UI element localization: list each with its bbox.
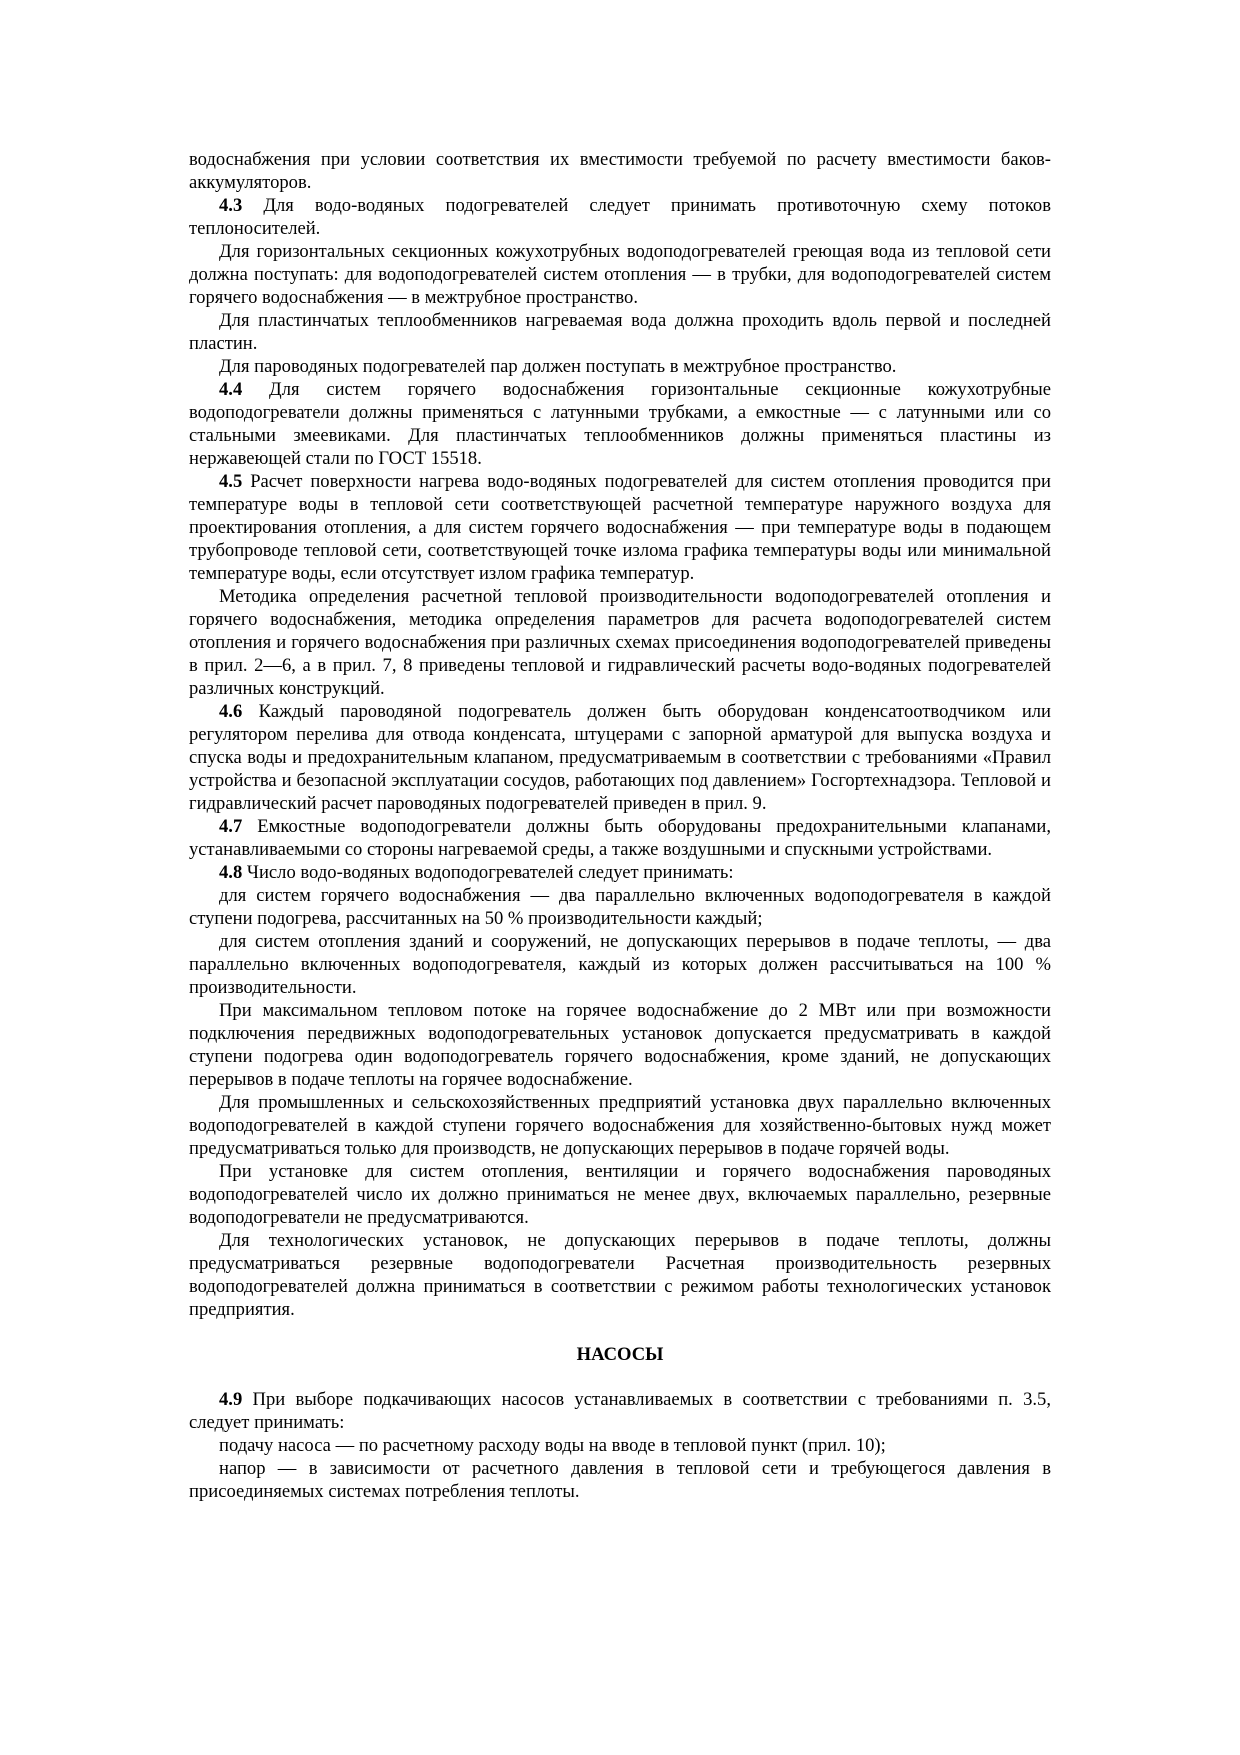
clause-number: 4.8	[219, 862, 243, 883]
paragraph	[189, 378, 1051, 470]
document-page	[189, 148, 1051, 1503]
paragraph-text: Для водо-водяных подогревателей следует принимать противоточную схему потоков теплоносителей.	[189, 195, 1051, 239]
paragraph	[189, 1160, 1051, 1229]
paragraph	[189, 861, 1051, 884]
paragraph-text: напор — в зависимости от расчетного давления в тепловой сети и требующегося давления в присоединяемых системах потребления теплоты.	[189, 1458, 1051, 1502]
clause-number: 4.3	[219, 195, 243, 216]
paragraph-text: Для промышленных и сельскохозяйственных предприятий установка двух параллельно включенных водоподогревателей в каждой ступени горячего водоснабжения для хозяйственно-бытовых нужд может предусматриваться только для производств, не допускающих перерывов в подаче горячей воды.	[189, 1092, 1051, 1159]
clause-number: 4.4	[219, 379, 243, 400]
clause-number: 4.7	[219, 816, 243, 837]
paragraph	[189, 1457, 1051, 1503]
paragraph-text: Каждый пароводяной подогреватель должен быть оборудован конденсатоотводчиком или регулятором перелива для отвода конденсата, штуцерами с запорной арматурой для выпуска воздуха и спуска воды и предохранительным клапаном, предусматриваемым в соответствии с требованиями «Правил устройства и безопасной эксплуатации сосудов, работающих под давлением» Госгортехнадзора. Тепловой и гидравлический расчет пароводяных подогревателей приведен в прил. 9.	[189, 701, 1051, 814]
paragraph	[189, 999, 1051, 1091]
paragraph	[189, 585, 1051, 700]
clause-number: 4.9	[219, 1389, 243, 1410]
paragraph-text: Для пластинчатых теплообменников нагреваемая вода должна проходить вдоль первой и последней пластин.	[189, 310, 1051, 354]
paragraph-text: Для горизонтальных секционных кожухотрубных водоподогревателей греющая вода из тепловой сети должна поступать: для водоподогревателей систем отопления — в трубки, для водоподогревателей систем горячего водоснабжения — в межтрубное пространство.	[189, 241, 1051, 308]
paragraph-text: Для систем горячего водоснабжения горизонтальные секционные кожухотрубные водоподогреватели должны применяться с латунными трубками, а емкостные — с латунными или со стальными змеевиками. Для пластинчатых теплообменников должны применяться пластины из нержавеющей стали по ГОСТ 15518.	[189, 379, 1051, 469]
paragraph	[189, 148, 1051, 194]
paragraph	[189, 1091, 1051, 1160]
section-after-heading	[189, 1388, 1051, 1503]
paragraph	[189, 1434, 1051, 1457]
paragraph-text: Для пароводяных подогревателей пар должен поступать в межтрубное пространство.	[219, 356, 897, 377]
paragraph-text: Емкостные водоподогреватели должны быть оборудованы предохранительными клапанами, устанавливаемыми со стороны нагреваемой среды, а также воздушными и спускными устройствами.	[189, 816, 1051, 860]
clause-number: 4.6	[219, 701, 243, 722]
paragraph-text: подачу насоса — по расчетному расходу воды на вводе в тепловой пункт (прил. 10);	[219, 1435, 886, 1456]
paragraph-text: Методика определения расчетной тепловой производительности водоподогревателей отопления и горячего водоснабжения, методика определения параметров для расчета водоподогревателей систем отопления и горячего водоснабжения при различных схемах присоединения водоподогревателей приведены в прил. 2—6, а в прил. 7, 8 приведены тепловой и гидравлический расчеты водо-водяных подогревателей различных конструкций.	[189, 586, 1051, 699]
paragraph	[189, 815, 1051, 861]
paragraph-text: При выборе подкачивающих насосов устанавливаемых в соответствии с требованиями п. 3.5, следует принимать:	[189, 1389, 1051, 1433]
paragraph	[189, 355, 1051, 378]
paragraph	[189, 194, 1051, 240]
section-heading: НАСОСЫ	[576, 1344, 664, 1365]
paragraph	[189, 1229, 1051, 1321]
paragraph-text: водоснабжения при условии соответствия их вместимости требуемой по расчету вместимости баков-аккумуляторов.	[189, 149, 1051, 193]
clause-number: 4.5	[219, 471, 243, 492]
paragraph	[189, 240, 1051, 309]
paragraph-text: При максимальном тепловом потоке на горячее водоснабжение до 2 МВт или при возможности подключения передвижных водоподогревательных установок допускается предусматривать в каждой ступени подогрева один водоподогреватель горячего водоснабжения, кроме зданий, не допускающих перерывов в подаче теплоты на горячее водоснабжение.	[189, 1000, 1051, 1090]
paragraph-text: для систем отопления зданий и сооружений, не допускающих перерывов в подаче теплоты, — два параллельно включенных водоподогревателя, каждый из которых должен рассчитываться на 100 % производительности.	[189, 931, 1051, 998]
paragraph	[189, 884, 1051, 930]
paragraph-text: Число водо-водяных водоподогревателей следует принимать:	[242, 862, 734, 883]
paragraph	[189, 700, 1051, 815]
paragraph	[189, 470, 1051, 585]
paragraph-text: При установке для систем отопления, вентиляции и горячего водоснабжения пароводяных водоподогревателей число их должно приниматься не менее двух, включаемых параллельно, резервные водоподогреватели не предусматриваются.	[189, 1161, 1051, 1228]
paragraph-text: Расчет поверхности нагрева водо-водяных подогревателей для систем отопления проводится при температуре воды в тепловой сети соответствующей расчетной температуре наружного воздуха для проектирования отопления, а для систем горячего водоснабжения — при температуре воды в подающем трубопроводе тепловой сети, соответствующей точке излома графика температуры воды или минимальной температуре воды, если отсутствует излом графика температур.	[189, 471, 1051, 584]
section-before-heading	[189, 148, 1051, 1321]
paragraph	[189, 1388, 1051, 1434]
paragraph	[189, 930, 1051, 999]
paragraph	[189, 309, 1051, 355]
paragraph-text: Для технологических установок, не допускающих перерывов в подаче теплоты, должны предусматриваться резервные водоподогреватели Расчетная производительность резервных водоподогревателей должна приниматься в соответствии с режимом работы технологических установок предприятия.	[189, 1230, 1051, 1320]
paragraph-text: для систем горячего водоснабжения — два параллельно включенных водоподогревателя в каждой ступени подогрева, рассчитанных на 50 % производительности каждый;	[189, 885, 1051, 929]
